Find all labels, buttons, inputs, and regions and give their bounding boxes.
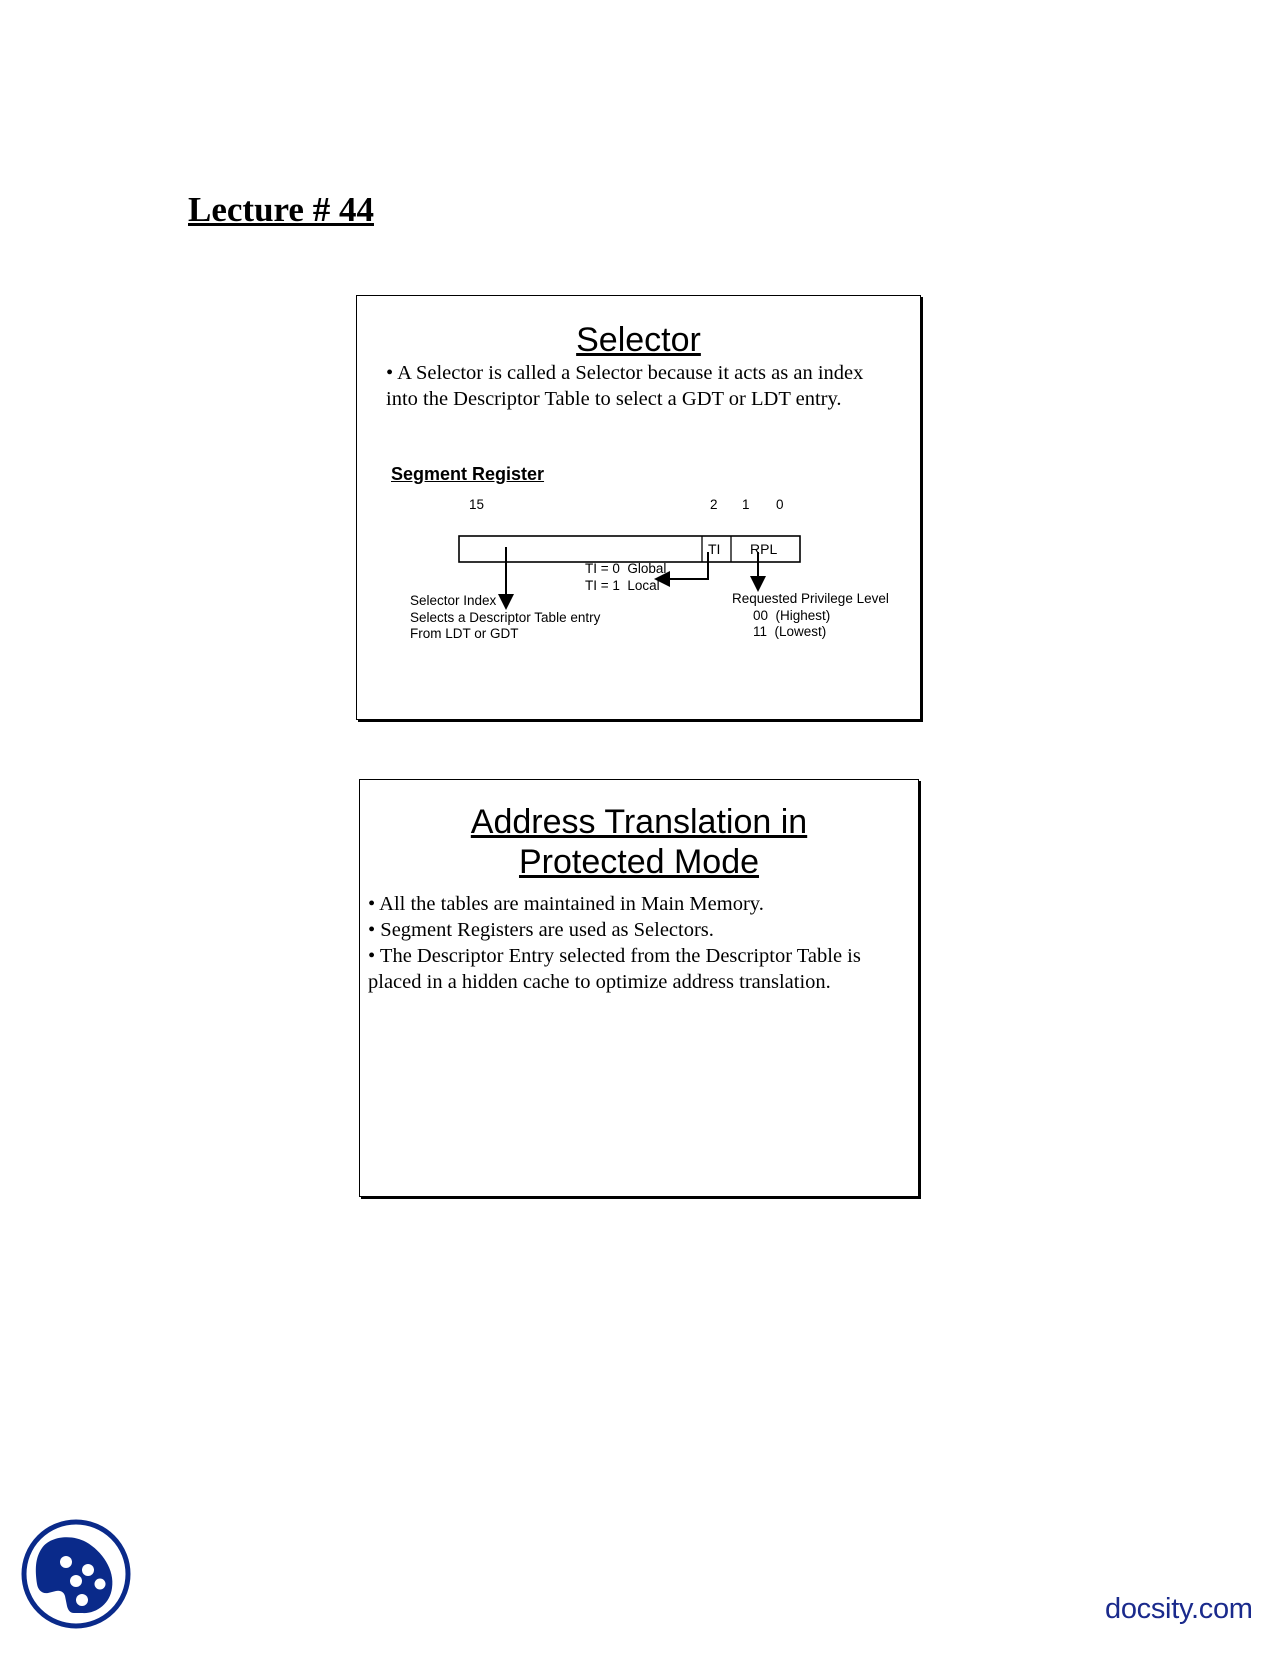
docsity-brand-link[interactable]: docsity.com [1105,1593,1253,1625]
bit-0-label: 0 [776,497,784,512]
slide-title-selector: Selector [576,321,701,359]
bullet-item: • The Descriptor Entry selected from the Descriptor Table is placed in a hidden cache to optimize address translation. [368,945,861,993]
page-heading: Lecture # 44 [188,190,374,229]
selector-index-line2: From LDT or GDT [410,626,519,641]
rpl-highest: 00 (Highest) [753,608,831,623]
bit-15-label: 15 [469,497,485,512]
ti-field-label: TI [708,541,721,557]
bullet-list [368,891,883,995]
bullet-item: • All the tables are maintained in Main Memory. [368,893,764,915]
bullet-item: • Segment Registers are used as Selectors. [368,919,714,941]
segment-register-label: Segment Register [391,464,545,484]
slide-address-translation [359,779,919,1197]
title-line-1: Address Translation in [470,803,808,841]
rpl-title: Requested Privilege Level [732,591,889,606]
segment-register-diagram [357,296,922,721]
bit-2-label: 2 [710,497,718,512]
slide-selector [356,295,921,720]
register-box [459,536,800,562]
ti-global-text: TI = 0 Global [585,561,667,576]
selector-index-line1: Selects a Descriptor Table entry [410,610,601,625]
docsity-logo-icon [20,1518,132,1630]
rpl-field-label: RPL [750,541,778,557]
slide-title-address-translation [360,802,918,882]
ti-arrow [662,552,708,579]
ti-local-text: TI = 1 Local [585,578,660,593]
bit-1-label: 1 [742,497,750,512]
selector-description: • A Selector is called a Selector because it acts as an index into the Descriptor Table to select a GDT or LDT entry. [386,362,864,410]
title-line-2: Protected Mode [518,843,760,882]
rpl-lowest: 11 (Lowest) [753,624,827,639]
selector-index-title: Selector Index [410,593,497,608]
